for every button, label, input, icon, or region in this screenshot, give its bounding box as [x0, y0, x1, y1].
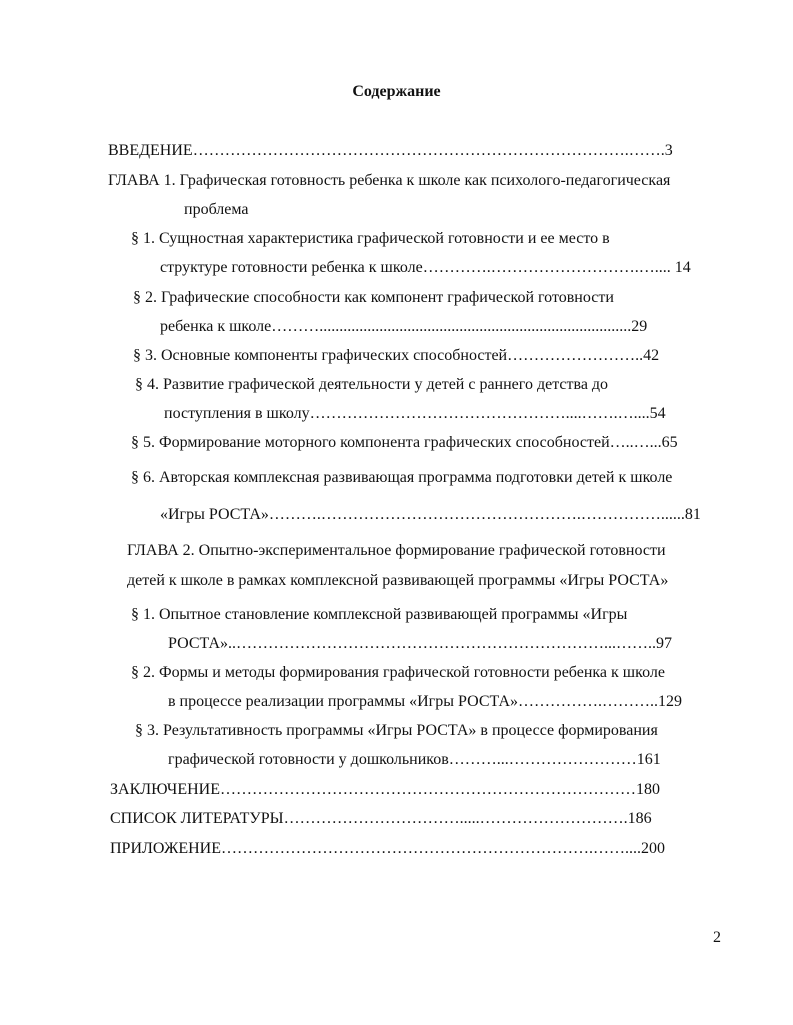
toc-ch2-section2-cont: в процессе реализации программы «Игры РОСТА»…………….………..129	[168, 693, 683, 710]
toc-ch2-section3: § 3. Результативность программы «Игры РОСТА» в процессе формирования	[135, 722, 658, 739]
toc-appendix: ПРИЛОЖЕНИЕ…………………………………………………………….……....200	[110, 840, 666, 857]
toc-ch1-section1: § 1. Сущностная характеристика графической готовности и ее место в	[131, 230, 610, 247]
toc-bibliography: СПИСОК ЛИТЕРАТУРЫ…………………………….....……………………….186	[110, 810, 652, 827]
toc-ch1-section4-cont: поступления в школу…………………………………………....…….…....54	[164, 405, 666, 422]
page-number: 2	[713, 929, 721, 946]
toc-ch1-section3: § 3. Основные компоненты графических способностей……………………..42	[133, 347, 660, 364]
toc-ch1-section2-cont: ребенка к школе………..............................................................................29	[160, 318, 648, 335]
page-title: Содержание	[352, 83, 441, 100]
toc-chapter2-title: ГЛАВА 2. Опытно-экспериментальное формирование графической готовности	[127, 542, 666, 559]
toc-ch1-section6-cont: «Игры РОСТА»……….………………………………………….……………......81	[160, 506, 701, 523]
toc-ch1-section5: § 5. Формирование моторного компонента графических способностей…..…...65	[131, 434, 678, 451]
toc-introduction: ВВЕДЕНИЕ……………………………………………………………………….…….3	[108, 142, 673, 159]
toc-ch1-section2: § 2. Графические способности как компонент графической готовности	[133, 289, 614, 306]
toc-ch2-section3-cont: графической готовности у дошкольников………...……………………161	[168, 751, 661, 768]
toc-ch2-section1-cont: РОСТА»..……………………………………………………………...……..97	[168, 635, 673, 652]
toc-ch1-section1-cont: структуре готовности ребенка к школе………….……………………….….... 14	[160, 259, 691, 276]
toc-chapter1-title-cont: проблема	[184, 201, 249, 218]
toc-ch2-section1: § 1. Опытное становление комплексной развивающей программы «Игры	[131, 606, 628, 623]
toc-ch1-section4: § 4. Развитие графической деятельности у детей с раннего детства до	[135, 376, 609, 393]
toc-ch2-section2: § 2. Формы и методы формирования графической готовности ребенка к школе	[131, 664, 665, 681]
toc-ch1-section6: § 6. Авторская комплексная развивающая программа подготовки детей к школе	[131, 469, 673, 486]
toc-chapter2-title-cont: детей к школе в рамках комплексной развивающей программы «Игры РОСТА»	[127, 572, 669, 589]
toc-chapter1-title: ГЛАВА 1. Графическая готовность ребенка к школе как психолого-педагогическая	[108, 172, 671, 189]
toc-conclusion: ЗАКЛЮЧЕНИЕ……………………………………………………………………180	[110, 781, 660, 798]
